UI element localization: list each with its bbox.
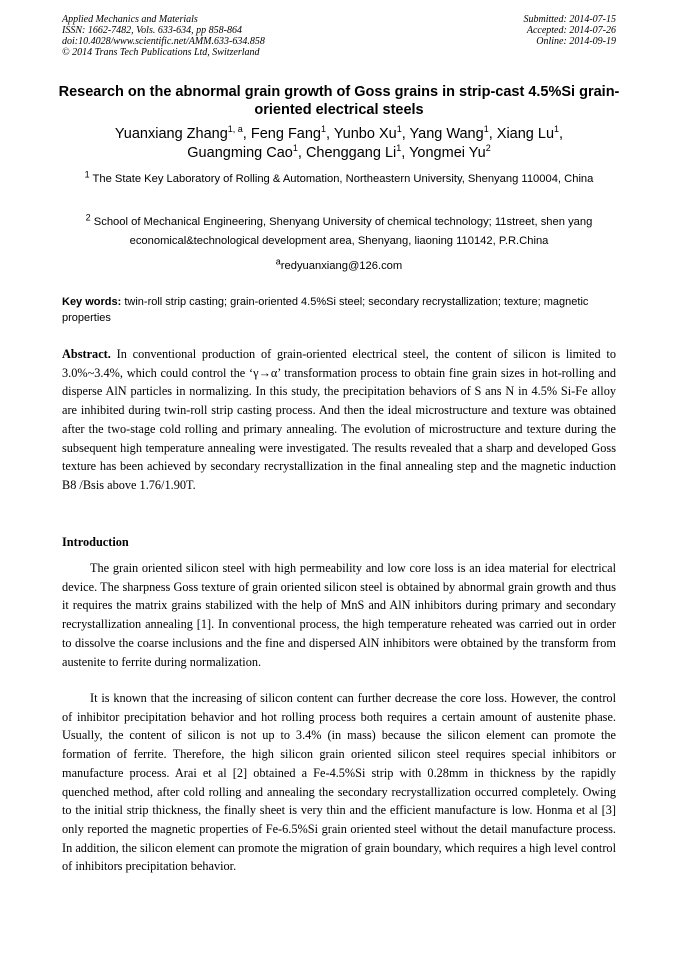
introduction-paragraph-2: It is known that the increasing of silicon content can further decrease the core loss. However, the control of inhibitor precipitation behavior and hot rolling process both requires a certain amount of austenite phase. Usually, the content of silicon is not up to 3.4% (in mass) because the silicon element can promote the formation of ferrite. Therefore, the high silicon grain oriented silicon steel requires special inhibitors or manufacture process. Arai et al [2] obtained a Fe-4.5%Si strip with 0.28mm in thickness by the rapidly quenched method, after cold rolling and annealing the secondary recrystallization occurred completely. Owing to the initial strip thickness, the finally sheet is very thin and the efficient manufacture is low. Honma et al [3] only reported the magnetic properties of Fe-6.5%Si grain oriented steel without the detail manufacture process. In addition, the silicon element can promote the migration of grain boundary, which requires a high level control of inhibitors precipitation behavior. bbox=[62, 691, 616, 874]
author-affiliation-mark: 1 bbox=[483, 124, 489, 135]
author-name: Chenggang Li bbox=[305, 145, 397, 161]
affiliation-text: School of Mechanical Engineering, Shenyang University of chemical technology; 11street, shen yang economical&technological development area, Shenyang, liaoning 110142, P.R.China bbox=[93, 216, 593, 247]
author-name: Yuanxiang Zhang bbox=[114, 126, 228, 142]
journal-name: Applied Mechanics and Materials bbox=[62, 14, 198, 25]
author-name: Yang Wang bbox=[409, 126, 484, 142]
keywords bbox=[62, 294, 616, 326]
journal-info bbox=[62, 14, 265, 58]
author-affiliation-mark: 1 bbox=[396, 143, 402, 154]
affiliation-mark: 2 bbox=[85, 212, 91, 223]
journal-doi[interactable]: doi:10.4028/www.scientific.net/AMM.633-634.858 bbox=[62, 36, 265, 47]
author-name: Yunbo Xu bbox=[333, 126, 397, 142]
keywords-label: Key words: bbox=[62, 296, 122, 308]
author-affiliation-mark: 1 bbox=[396, 124, 402, 135]
paper-title: Research on the abnormal grain growth of Goss grains in strip-cast 4.5%Si grain-oriented electrical steels bbox=[58, 84, 620, 118]
author-affiliation-mark: 1, a bbox=[227, 124, 243, 135]
author-affiliation-mark: 1 bbox=[321, 124, 327, 135]
author-affiliation-mark: 1 bbox=[554, 124, 560, 135]
publication-dates bbox=[524, 14, 617, 47]
abstract-text: In conventional production of grain-oriented electrical steel, the content of silicon is limited to 3.0%~3.4%, which could control the ‘γ→α’ transformation process to obtain fine grain sizes in hot-rolling and disperse AlN particles in normalizing. In this study, the precipitation behaviors of S ans N in 4.5% Si-Fe alloy are inhibited during twin-roll strip casting process. And then the ideal microstructure and texture was obtained after the two-stage cold rolling and primary annealing. The evolution of microstructure and texture during the subsequent high temperature annealing were investigated. The results revealed that a sharp and developed Goss texture has been achieved by secondary recrystallization in the final annealing step and the magnetic induction B8 /Bsis above 1.76/1.90T. bbox=[62, 347, 616, 492]
affiliation-1 bbox=[62, 170, 616, 189]
submitted-date: Submitted: 2014-07-15 bbox=[523, 14, 616, 25]
author-affiliation-mark: 1 bbox=[292, 143, 298, 154]
affiliation-2 bbox=[62, 213, 616, 251]
author-name: Feng Fang bbox=[250, 126, 321, 142]
author-name: Guangming Cao bbox=[187, 145, 293, 161]
accepted-date: Accepted: 2014-07-26 bbox=[526, 25, 616, 36]
corresponding-email bbox=[62, 258, 616, 274]
affiliation-text: The State Key Laboratory of Rolling & Automation, Northeastern University, Shenyang 110004, China bbox=[92, 173, 594, 185]
online-date: Online: 2014-09-19 bbox=[536, 36, 616, 47]
keywords-text: twin-roll strip casting; grain-oriented 4.5%Si steel; secondary recrystallization; texture; magnetic properties bbox=[62, 296, 589, 324]
email-mark: a bbox=[275, 256, 281, 267]
author-name: Yongmei Yu bbox=[409, 145, 486, 161]
journal-copyright: © 2014 Trans Tech Publications Ltd, Switzerland bbox=[62, 47, 260, 58]
author-list: Yuanxiang Zhang$^{1, a}$, Feng Fang$^1$, Yunbo Xu$^1$, Yang Wang$^1$, Xiang Lu$^1$, Guangming Cao$^1$, Chenggang Li$^1$, Yongmei Yu$^2$ bbox=[114, 124, 564, 161]
abstract-label: Abstract. bbox=[62, 347, 111, 361]
email-address[interactable]: redyuanxiang@126.com bbox=[280, 260, 403, 272]
introduction-heading: Introduction bbox=[62, 535, 129, 549]
author-affiliation-mark: 2 bbox=[485, 143, 491, 154]
abstract bbox=[62, 345, 616, 495]
affiliation-mark: 1 bbox=[84, 169, 90, 180]
introduction-paragraph-1: The grain oriented silicon steel with high permeability and low core loss is an idea material for electrical device. The sharpness Goss texture of grain oriented silicon steel is obtained by abnormal grain growth and thus it requires the matrix grains stabilized with the help of MnS and AlN inhibitors during primary and secondary recrystallization annealing [1]. In conventional process, the high temperature reheated was carried out in order to dissolve the coarse inclusions and the fine and dispersed AlN inhibitors were obtained by the transform from austenite to ferrite during normalization. bbox=[62, 561, 616, 669]
journal-issn: ISSN: 1662-7482, Vols. 633-634, pp 858-864 bbox=[62, 25, 242, 36]
author-name: Xiang Lu bbox=[496, 126, 555, 142]
